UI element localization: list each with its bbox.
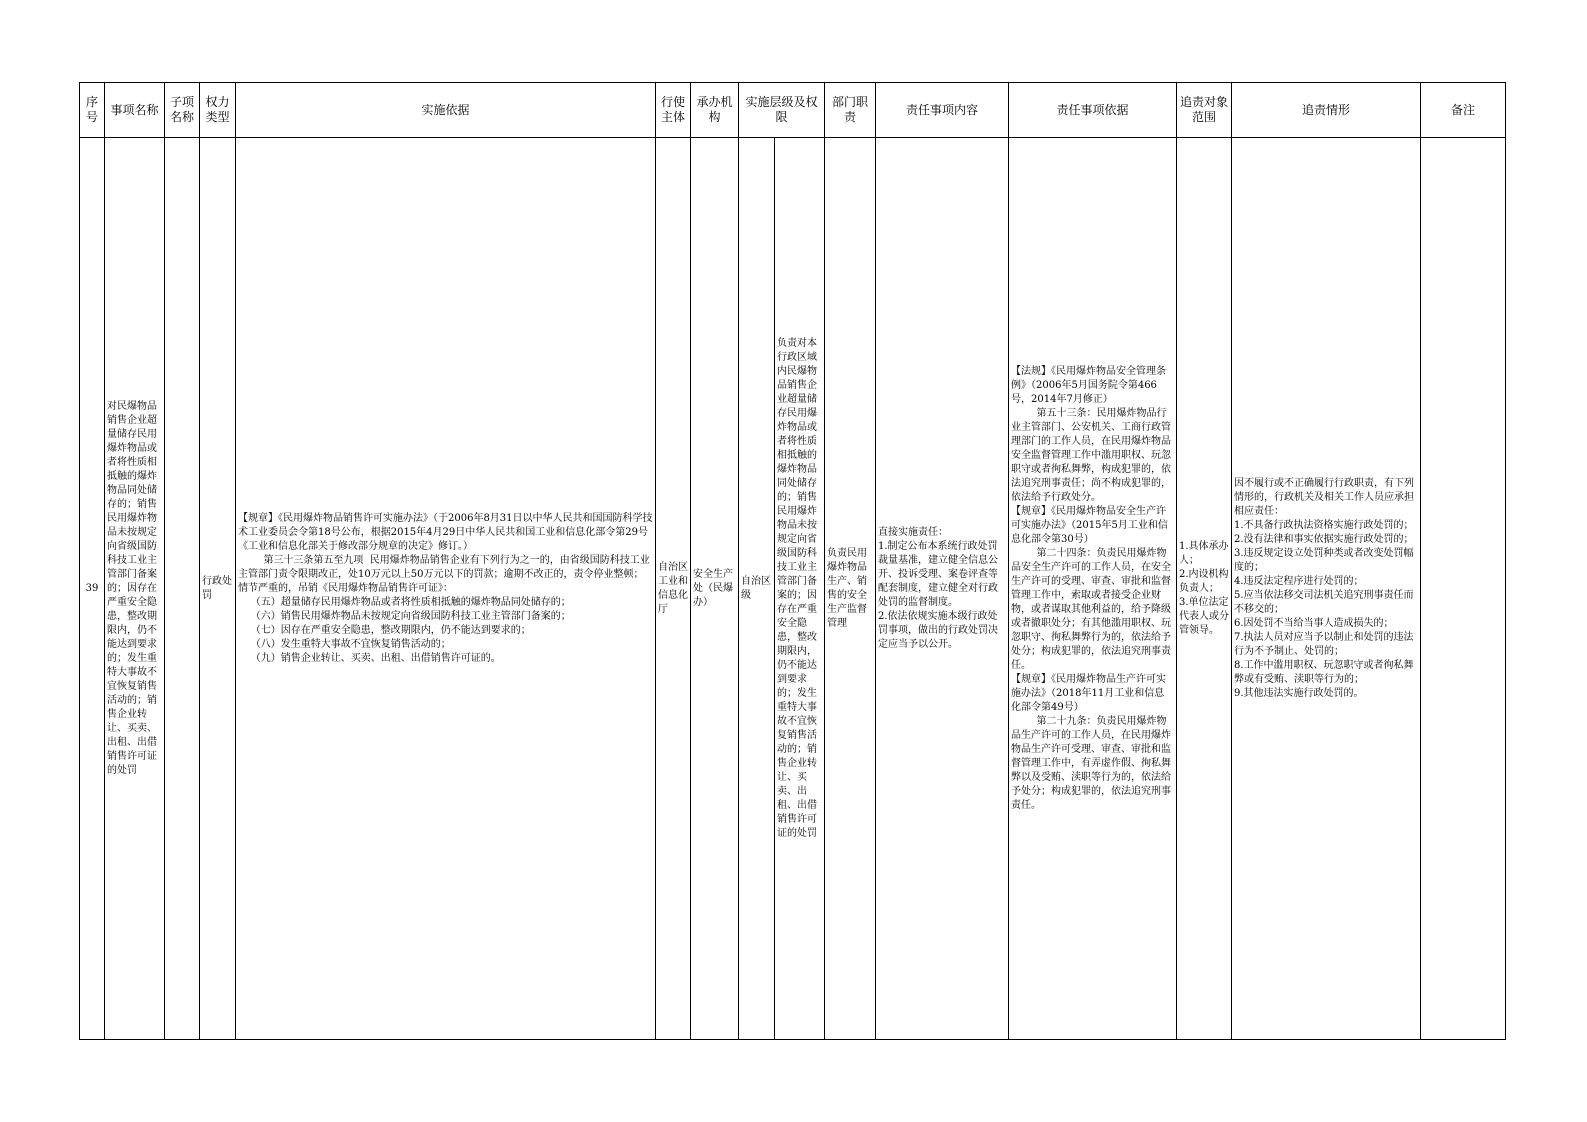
cell-account-scope: 1.具体承办人； 2.内设机构负责人； 3.单位法定代表人或分管领导。	[1177, 138, 1232, 1040]
cell-item-name: 对民爆物品销售企业超量储存民用爆炸物品或者将性质相抵触的爆炸物品同处储存的；销售民用爆炸物品未按规定向省级国防科技工业主管部门备案的；因存在严重安全隐患，整改期限内，仍不能达到要求的；发生重特大事故不宜恢复销售活动的；销售企业转让、买卖、出租、出借销售许可证的处罚	[105, 138, 165, 1040]
header-item-name: 事项名称	[105, 83, 165, 138]
header-dept-duty: 部门职责	[825, 83, 876, 138]
cell-basis: 【规章】《民用爆炸物品销售许可实施办法》（于2006年8月31日以中华人民共和国国防科学技术工业委员会令第18号公布，根据2015年4月29日中华人民共和国工业和信息化部令第29号《工业和信息化部关于修改部分规章的决定》修订。） 第三十三条第五至九项 民用爆炸物品销售企业有下列行为之一的，由省级国防科技工业主管部门责令限期改正，处10万元以上50万元以下的罚款；逾期不改正的，责令停业整顿；情节严重的，吊销《民用爆炸物品销售许可证》： （五）超量储存民用爆炸物品或者将性质相抵触的爆炸物品同处储存的； （六）销售民用爆炸物品未按规定向省级国防科技工业主管部门备案的； （七）因存在严重安全隐患，整改期限内，仍不能达到要求的； （八）发生重特大事故不宜恢复销售活动的； （九）销售企业转让、买卖、出租、出借销售许可证的。	[236, 138, 656, 1040]
cell-agency: 安全生产处（民爆办）	[691, 138, 739, 1040]
header-level: 实施层级及权限	[739, 83, 825, 138]
header-remarks: 备注	[1421, 83, 1506, 138]
header-basis: 实施依据	[236, 83, 656, 138]
header-account-scope: 追责对象范围	[1177, 83, 1232, 138]
header-row	[80, 83, 1506, 138]
cell-subject: 自治区工业和信息化厅	[656, 138, 691, 1040]
cell-sub-item-name	[165, 138, 200, 1040]
cell-resp-basis: 【法规】《民用爆炸物品安全管理条例》（2006年5月国务院令第466号，2014年7月修正） 第五十三条：民用爆炸物品行业主管部门、公安机关、工商行政管理部门的工作人员，在民用爆炸物品安全监督管理工作中滥用职权、玩忽职守或者徇私舞弊，构成犯罪的，依法追究刑事责任；尚不构成犯罪的，依法给予行政处分。 【规章】《民用爆炸物品安全生产许可实施办法》（2015年5月工业和信息化部令第30号） 第二十四条：负责民用爆炸物品安全生产许可的工作人员，在安全生产许可的受理、审查、审批和监督管理工作中，索取或者接受企业财物，或者谋取其他利益的，给予降级或者撤职处分；有其他滥用职权、玩忽职守、徇私舞弊行为的，依法给予处分；构成犯罪的，依法追究刑事责任。 【规章】《民用爆炸物品生产许可实施办法》（2018年11月工业和信息化部令第49号） 第二十九条：负责民用爆炸物品生产许可的工作人员，在民用爆炸物品生产许可受理、审查、审批和监督管理工作中，有弄虚作假、徇私舞弊以及受贿、渎职等行为的，依法给予处分；构成犯罪的，依法追究刑事责任。	[1009, 138, 1177, 1040]
header-subject: 行使主体	[656, 83, 691, 138]
cell-level-authority: 负责对本行政区域内民爆物品销售企业超量储存民用爆炸物品或者将性质相抵触的爆炸物品同处储存的；销售民用爆炸物品未按规定向省级国防科技工业主管部门备案的；因存在严重安全隐患，整改期限内，仍不能达到要求的；发生重特大事故不宜恢复销售活动的；销售企业转让、买卖、出租、出借销售许可证的处罚	[775, 138, 825, 1040]
cell-level: 自治区级	[739, 138, 775, 1040]
header-account-cases: 追责情形	[1232, 83, 1421, 138]
table-row	[80, 138, 1506, 1040]
responsibility-list-table	[79, 82, 1506, 1040]
header-agency: 承办机构	[691, 83, 739, 138]
header-power-type: 权力类型	[200, 83, 236, 138]
cell-account-cases: 因不履行或不正确履行行政职责，有下列情形的，行政机关及相关工作人员应承担相应责任： 1.不具备行政执法资格实施行政处罚的； 2.没有法律和事实依据实施行政处罚的； 3.违反规定设立处罚种类或者改变处罚幅度的； 4.违反法定程序进行处罚的； 5.应当依法移交司法机关追究刑事责任而不移交的； 6.因处罚不当给当事人造成损失的； 7.执法人员对应当予以制止和处罚的违法行为不予制止、处罚的； 8.工作中滥用职权、玩忽职守或者徇私舞弊或有受贿、渎职等行为的； 9.其他违法实施行政处罚的。	[1232, 138, 1421, 1040]
header-sub-item-name: 子项名称	[165, 83, 200, 138]
cell-resp-content: 直接实施责任： 1.制定公布本系统行政处罚裁量基准，建立健全信息公开、投诉受理、案卷评查等配套制度，建立健全对行政处罚的监督制度。 2.依法依规实施本级行政处罚事项，做出的行政处罚决定应当予以公开。	[876, 138, 1009, 1040]
cell-power-type: 行政处罚	[200, 138, 236, 1040]
header-resp-content: 责任事项内容	[876, 83, 1009, 138]
cell-no: 39	[80, 138, 105, 1040]
header-no: 序号	[80, 83, 105, 138]
header-resp-basis: 责任事项依据	[1009, 83, 1177, 138]
cell-remarks	[1421, 138, 1506, 1040]
cell-dept-duty: 负责民用爆炸物品生产、销售的安全生产监督管理	[825, 138, 876, 1040]
